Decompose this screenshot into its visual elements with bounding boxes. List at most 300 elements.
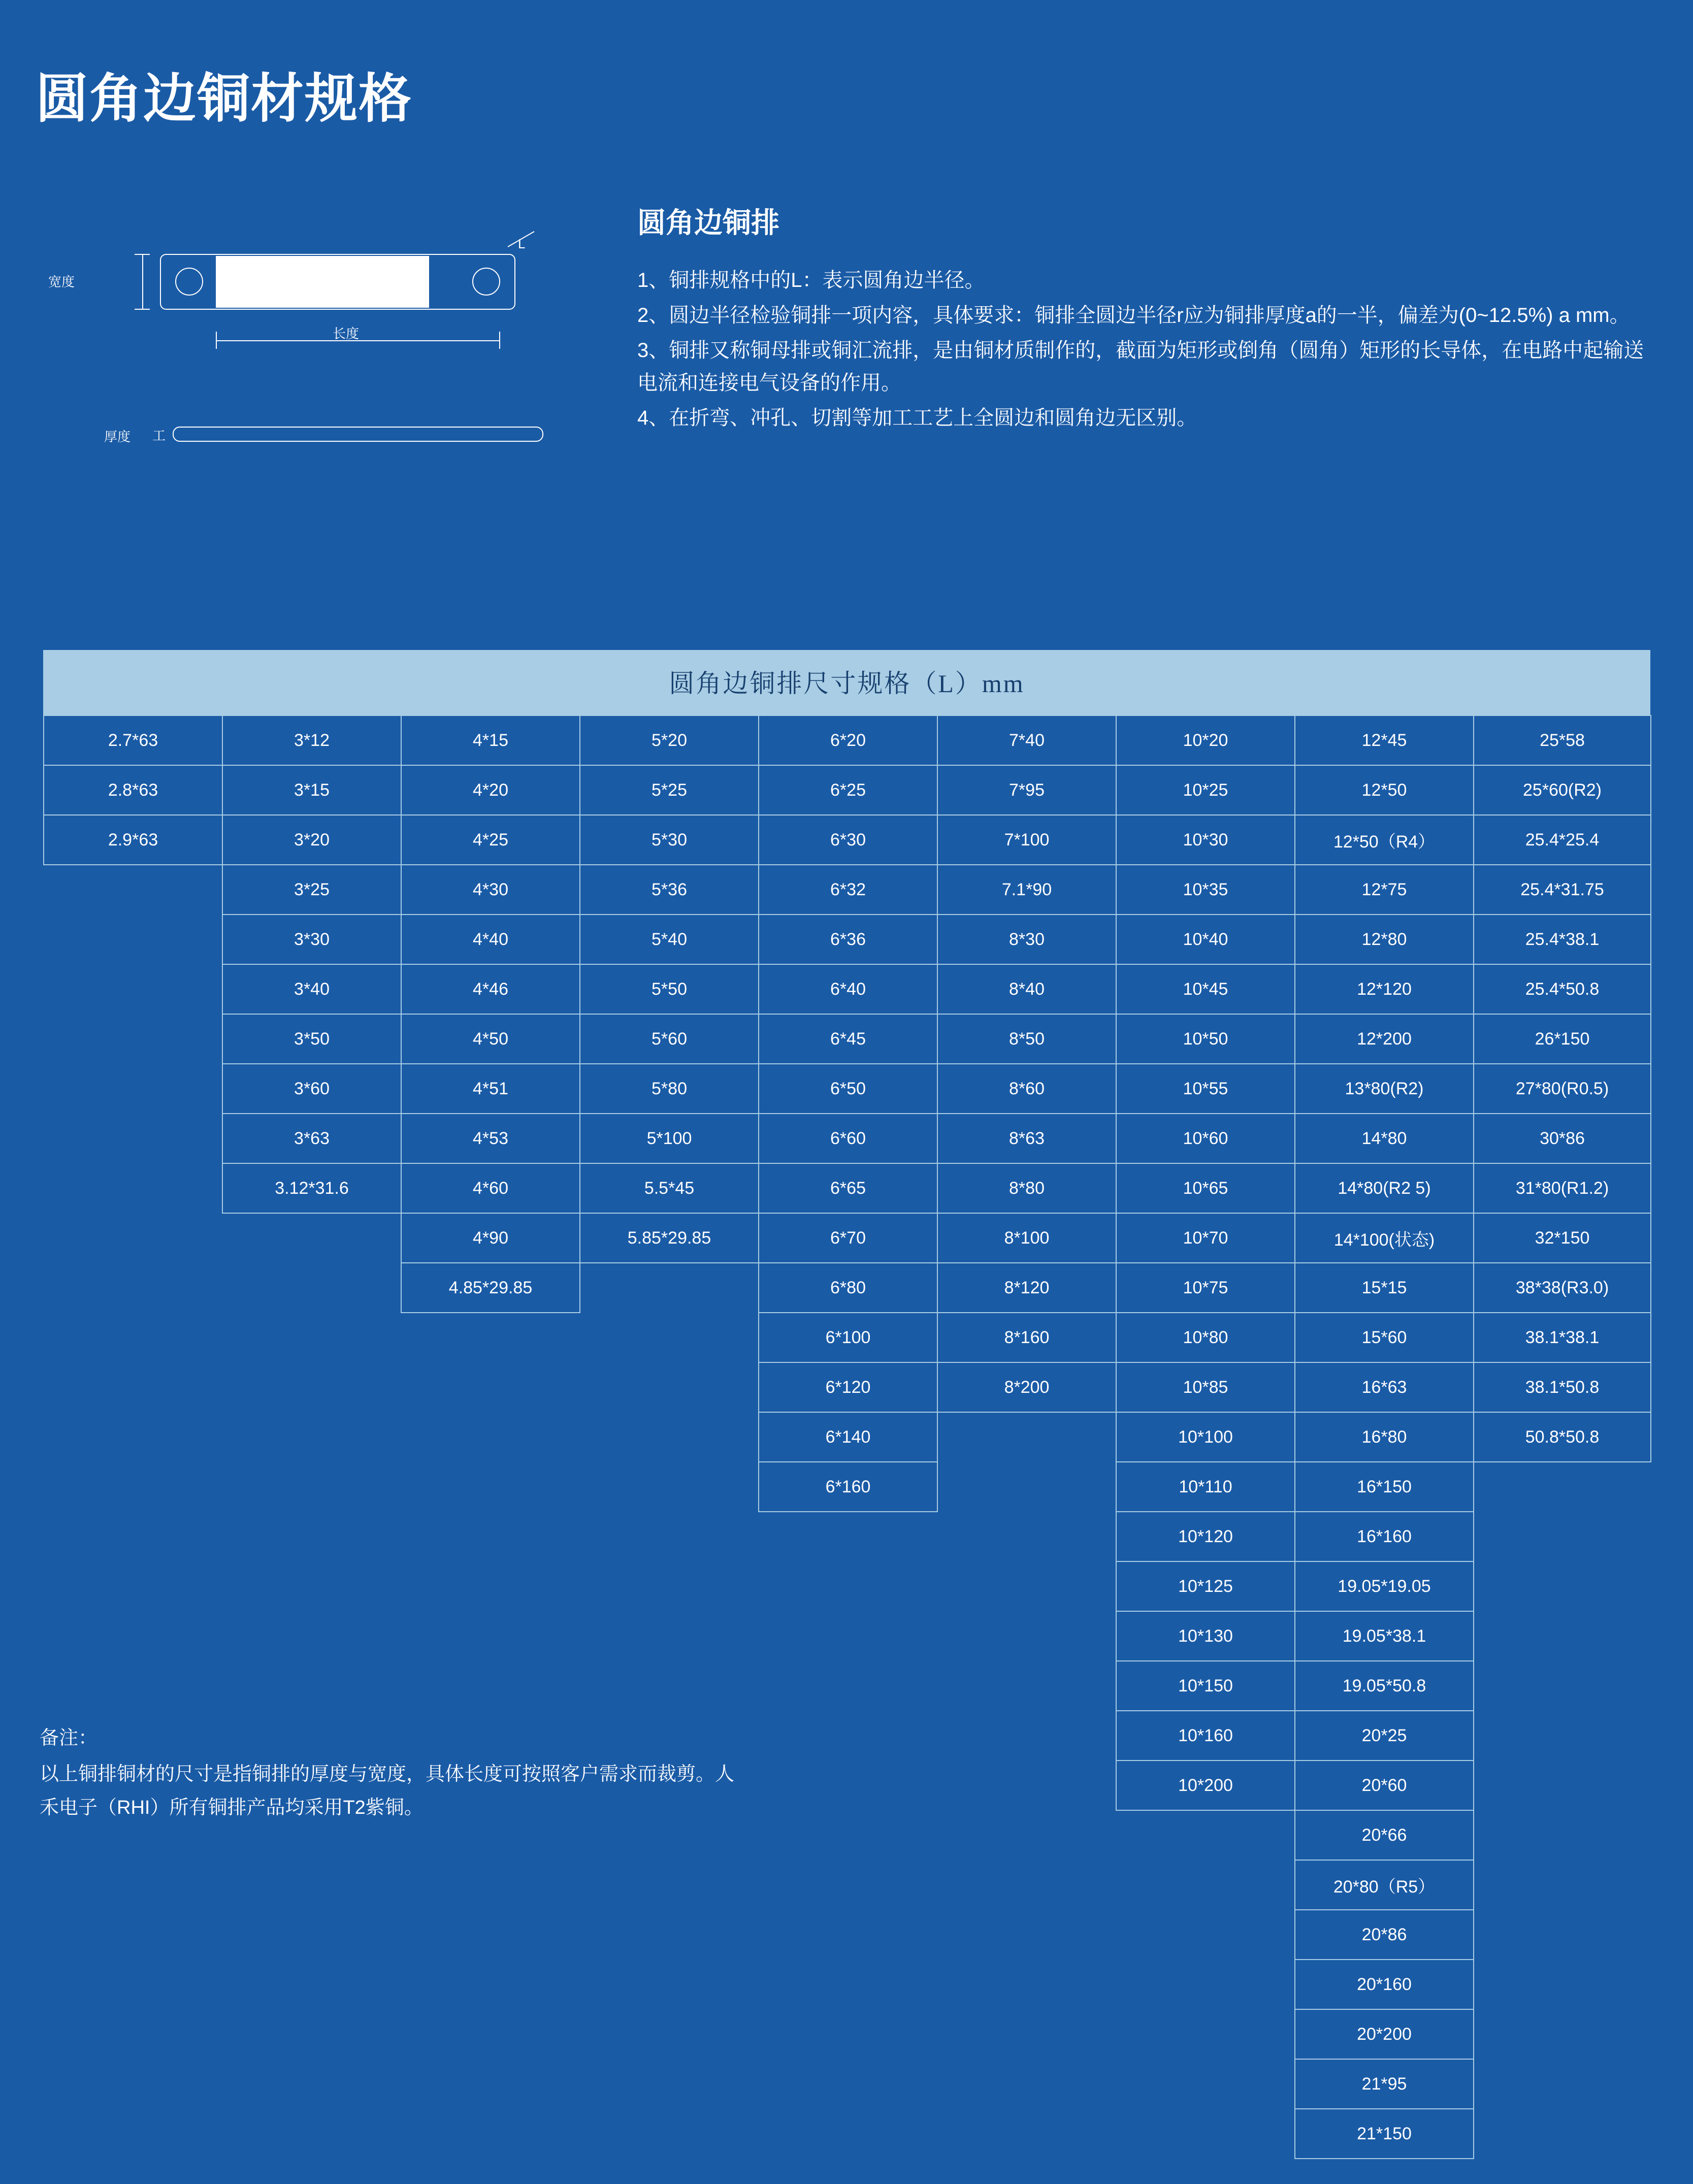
table-cell: 4*20 [401,765,580,815]
table-cell: 20*25 [1295,1711,1474,1761]
table-cell-empty [222,1611,401,1661]
table-cell: 10*130 [1116,1611,1295,1661]
table-row [44,1661,1651,1711]
table-cell-empty [44,1163,222,1213]
table-cell-empty [1474,2059,1651,2109]
diagram-label-width: 宽度 [48,274,75,289]
table-cell-empty [401,1462,580,1512]
table-cell-empty [44,1064,222,1114]
table-cell-empty [44,865,222,915]
table-cell: 16*160 [1295,1512,1474,1561]
table-cell-empty [401,2009,580,2059]
table-cell: 6*40 [759,964,937,1014]
table-cell: 6*25 [759,765,937,815]
diagram-label-thickness: 厚度 [104,429,131,444]
table-cell-empty [759,1761,937,1810]
table-cell-empty [44,2009,222,2059]
table-cell-empty [580,1462,759,1512]
table-cell-empty [44,1661,222,1711]
table-cell: 12*120 [1295,964,1474,1014]
table-cell-empty [759,1960,937,2009]
table-cell-empty [1116,2109,1295,2159]
table-cell: 15*60 [1295,1313,1474,1362]
table-cell: 6*65 [759,1163,937,1213]
table-cell: 12*200 [1295,1014,1474,1064]
table-cell-empty [1474,1561,1651,1611]
table-cell-empty [44,1860,222,1910]
spec-table-caption: 圆角边铜排尺寸规格（L）mm [43,650,1650,715]
table-cell: 10*160 [1116,1711,1295,1761]
table-cell: 6*100 [759,1313,937,1362]
table-cell: 8*100 [937,1213,1116,1263]
table-cell: 6*30 [759,815,937,865]
table-cell-empty [937,1910,1116,1960]
table-cell-empty [1474,1512,1651,1561]
diagram-label-radius: L [518,236,526,251]
table-cell: 20*86 [1295,1910,1474,1960]
table-cell-empty [1474,1661,1651,1711]
section-heading: 圆角边铜排 [637,207,779,239]
table-cell-empty [759,1561,937,1611]
table-cell: 15*15 [1295,1263,1474,1313]
table-cell-empty [44,1561,222,1611]
table-cell: 5*20 [580,715,759,765]
table-cell: 10*35 [1116,865,1295,915]
table-cell: 5.85*29.85 [580,1213,759,1263]
table-cell-empty [580,1313,759,1362]
table-cell: 6*45 [759,1014,937,1064]
table-cell: 8*120 [937,1263,1116,1313]
table-cell: 32*150 [1474,1213,1651,1263]
table-cell: 12*75 [1295,865,1474,915]
table-row [44,1213,1651,1263]
table-row [44,1014,1651,1064]
table-cell-empty [1474,1611,1651,1661]
table-row [44,1512,1651,1561]
page-title: 圆角边铜材规格 [36,70,413,128]
table-cell-empty [222,1661,401,1711]
table-cell: 7.1*90 [937,865,1116,915]
table-cell-empty [222,1910,401,1960]
table-cell-empty [222,1412,401,1462]
table-cell-empty [222,2059,401,2109]
table-cell-empty [222,1860,401,1910]
table-cell-empty [222,2009,401,2059]
table-cell: 12*45 [1295,715,1474,765]
table-cell: 4*60 [401,1163,580,1213]
table-cell: 21*150 [1295,2109,1474,2159]
table-cell-empty [1474,2109,1651,2159]
table-row [44,1064,1651,1114]
table-cell-empty [401,1512,580,1561]
table-cell: 38*38(R3.0) [1474,1263,1651,1313]
table-cell-empty [1116,1960,1295,2009]
table-cell-empty [580,1661,759,1711]
diagram-length-dim-left [216,332,217,349]
table-cell: 10*80 [1116,1313,1295,1362]
table-cell-empty [1474,1711,1651,1761]
table-cell: 20*200 [1295,2009,1474,2059]
table-cell-empty [937,1661,1116,1711]
table-cell: 25.4*31.75 [1474,865,1651,915]
table-cell: 10*110 [1116,1462,1295,1512]
table-cell: 8*50 [937,1014,1116,1064]
table-cell: 4*46 [401,964,580,1014]
table-cell-empty [580,1910,759,1960]
remarks-block [40,1721,751,1825]
table-row [44,865,1651,915]
table-cell-empty [44,1213,222,1263]
table-cell-empty [759,1860,937,1910]
note-item: 4、在折弯、冲孔、切割等加工工艺上全圆边和圆角边无区别。 [637,407,1197,430]
table-cell-empty [401,1860,580,1910]
table-cell: 20*66 [1295,1810,1474,1860]
table-row [44,2059,1651,2109]
table-cell-empty [759,2009,937,2059]
table-cell: 4*53 [401,1114,580,1163]
table-row [44,1860,1651,1910]
table-cell: 25.4*38.1 [1474,915,1651,964]
table-cell-empty [580,1512,759,1561]
table-cell: 20*80（R5） [1295,1860,1474,1910]
table-cell-empty [44,2059,222,2109]
table-cell-empty [937,1412,1116,1462]
product-diagram [48,231,556,475]
table-cell: 25*58 [1474,715,1651,765]
table-cell-empty [44,1910,222,1960]
table-cell: 16*63 [1295,1362,1474,1412]
diagram-width-dim-bottom [135,309,150,310]
table-cell: 4*90 [401,1213,580,1263]
table-cell-empty [222,1561,401,1611]
table-cell: 4.85*29.85 [401,1263,580,1313]
remarks-title: 备注： [40,1727,98,1749]
table-row [44,1412,1651,1462]
table-cell-empty [222,1960,401,2009]
table-row [44,1561,1651,1611]
table-cell-empty [1474,2009,1651,2059]
table-cell: 14*80(R2 5) [1295,1163,1474,1213]
table-cell-empty [759,1711,937,1761]
table-cell: 19.05*38.1 [1295,1611,1474,1661]
table-cell: 13*80(R2) [1295,1064,1474,1114]
table-cell: 4*15 [401,715,580,765]
table-cell-empty [580,1561,759,1611]
table-cell: 3.12*31.6 [222,1163,401,1213]
table-cell: 10*200 [1116,1761,1295,1810]
table-cell: 38.1*38.1 [1474,1313,1651,1362]
table-row [44,2109,1651,2159]
spec-table-container [43,650,1650,2159]
table-cell-empty [401,1661,580,1711]
table-cell-empty [580,1860,759,1910]
table-cell-empty [1116,1810,1295,1860]
table-cell: 19.05*19.05 [1295,1561,1474,1611]
table-cell: 8*80 [937,1163,1116,1213]
table-cell-empty [937,1611,1116,1661]
table-row [44,1910,1651,1960]
table-row [44,815,1651,865]
table-row [44,915,1651,964]
table-cell: 5*30 [580,815,759,865]
table-cell: 26*150 [1474,1014,1651,1064]
table-cell: 20*160 [1295,1960,1474,2009]
table-cell: 5*25 [580,765,759,815]
table-cell: 6*80 [759,1263,937,1313]
table-cell-empty [401,1910,580,1960]
table-cell-empty [1116,2009,1295,2059]
table-cell-empty [222,1263,401,1313]
table-cell-empty [937,1711,1116,1761]
table-cell-empty [580,2059,759,2109]
table-cell-empty [937,1960,1116,2009]
table-cell: 12*50 [1295,765,1474,815]
table-cell: 6*60 [759,1114,937,1163]
table-cell-empty [1474,1910,1651,1960]
table-cell: 7*40 [937,715,1116,765]
table-cell-empty [580,1263,759,1313]
table-row [44,1960,1651,2009]
table-cell-empty [580,1611,759,1661]
table-cell: 8*40 [937,964,1116,1014]
table-cell: 3*15 [222,765,401,815]
table-cell-empty [580,1412,759,1462]
table-cell-empty [44,1960,222,2009]
table-cell: 19.05*50.8 [1295,1661,1474,1711]
table-cell: 20*60 [1295,1761,1474,1810]
table-cell: 3*25 [222,865,401,915]
table-cell-empty [759,2109,937,2159]
table-cell-empty [44,1512,222,1561]
table-cell: 3*50 [222,1014,401,1064]
table-cell: 25*60(R2) [1474,765,1651,815]
table-cell-empty [1116,1860,1295,1910]
table-cell: 10*40 [1116,915,1295,964]
table-cell: 6*120 [759,1362,937,1412]
note-item: 3、铜排又称铜母排或铜汇流排，是由铜材质制作的，截面为矩形或倒角（圆角）矩形的长导体，在电路中起输送电流和连接电气设备的作用。 [637,339,1644,395]
table-cell: 3*40 [222,964,401,1014]
table-cell-empty [401,1611,580,1661]
table-row [44,1263,1651,1313]
remarks-body: 以上铜排铜材的尺寸是指铜排的厚度与宽度，具体长度可按照客户需求而裁剪。人禾电子（RHI）所有铜排产品均采用T2紫铜。 [40,1763,735,1818]
table-cell-empty [580,1362,759,1412]
table-cell: 10*70 [1116,1213,1295,1263]
table-cell-empty [937,2009,1116,2059]
table-cell: 3*63 [222,1114,401,1163]
table-cell-empty [759,1611,937,1661]
table-cell: 25.4*25.4 [1474,815,1651,865]
table-cell: 8*30 [937,915,1116,964]
table-cell: 50.8*50.8 [1474,1412,1651,1462]
table-cell-empty [759,2059,937,2109]
diagram-bar-thickness [173,427,543,442]
table-cell-empty [401,2109,580,2159]
diagram-width-dim [142,254,143,310]
table-cell: 6*20 [759,715,937,765]
table-cell-empty [44,2109,222,2159]
table-cell: 10*30 [1116,815,1295,865]
table-cell-empty [580,1960,759,2009]
table-row [44,1114,1651,1163]
table-cell-empty [44,1611,222,1661]
table-cell: 5.5*45 [580,1163,759,1213]
table-cell-empty [222,1462,401,1512]
table-cell: 3*12 [222,715,401,765]
table-cell: 14*100(状态) [1295,1213,1474,1263]
table-cell: 10*55 [1116,1064,1295,1114]
table-cell: 12*50（R4） [1295,815,1474,865]
table-cell-empty [1474,1761,1651,1810]
diagram-bar-fill [216,256,429,308]
table-cell: 10*100 [1116,1412,1295,1462]
table-cell: 10*150 [1116,1661,1295,1711]
diagram-length-dim-right [499,332,500,349]
table-cell: 6*70 [759,1213,937,1263]
table-cell-empty [44,1462,222,1512]
table-cell: 14*80 [1295,1114,1474,1163]
table-cell-empty [401,1412,580,1462]
table-cell-empty [580,2109,759,2159]
table-cell: 8*160 [937,1313,1116,1362]
table-cell-empty [222,2109,401,2159]
table-cell-empty [401,1960,580,2009]
table-cell: 4*51 [401,1064,580,1114]
table-cell: 30*86 [1474,1114,1651,1163]
diagram-hole-right [472,268,500,296]
diagram-hole-left [175,268,203,296]
table-cell: 10*120 [1116,1512,1295,1561]
table-cell-empty [1116,2059,1295,2109]
table-cell: 38.1*50.8 [1474,1362,1651,1412]
table-cell: 4*30 [401,865,580,915]
table-cell-empty [44,915,222,964]
table-cell: 2.9*63 [44,815,222,865]
table-cell-empty [401,2059,580,2109]
table-cell: 3*20 [222,815,401,865]
table-cell-empty [937,2109,1116,2159]
diagram-label-length: 长度 [333,326,360,341]
table-cell-empty [1474,1810,1651,1860]
table-cell: 8*200 [937,1362,1116,1412]
table-cell: 5*36 [580,865,759,915]
table-cell: 8*60 [937,1064,1116,1114]
spec-table [43,715,1651,2159]
table-cell: 7*100 [937,815,1116,865]
table-cell-empty [401,1313,580,1362]
table-cell: 10*60 [1116,1114,1295,1163]
table-cell: 16*80 [1295,1412,1474,1462]
table-cell-empty [759,1810,937,1860]
table-row [44,1611,1651,1661]
table-cell: 10*50 [1116,1014,1295,1064]
note-item: 1、铜排规格中的L：表示圆角边半径。 [637,269,985,291]
table-cell: 6*50 [759,1064,937,1114]
table-cell: 10*125 [1116,1561,1295,1611]
table-cell-empty [44,1313,222,1362]
table-cell-empty [44,1014,222,1064]
table-cell: 21*95 [1295,2059,1474,2109]
table-cell-empty [580,2009,759,2059]
table-cell: 4*50 [401,1014,580,1064]
table-cell-empty [937,1810,1116,1860]
diagram-label-thickness-mark: 工 [152,428,166,443]
table-cell-empty [1474,1462,1651,1512]
table-cell-empty [759,1910,937,1960]
table-cell: 27*80(R0.5) [1474,1064,1651,1114]
table-cell-empty [1116,1910,1295,1960]
table-cell: 4*40 [401,915,580,964]
table-row [44,715,1651,765]
table-cell-empty [937,1860,1116,1910]
table-cell-empty [44,1412,222,1462]
table-row [44,1462,1651,1512]
table-cell-empty [937,1462,1116,1512]
table-cell: 5*40 [580,915,759,964]
table-cell: 2.8*63 [44,765,222,815]
section-notes [637,264,1648,437]
table-cell: 10*45 [1116,964,1295,1014]
table-row [44,2009,1651,2059]
table-cell: 16*150 [1295,1462,1474,1512]
table-cell-empty [44,1263,222,1313]
table-cell-empty [222,1512,401,1561]
table-cell: 5*80 [580,1064,759,1114]
table-cell-empty [222,1313,401,1362]
table-cell-empty [401,1362,580,1412]
table-row [44,1362,1651,1412]
table-row [44,1163,1651,1213]
table-cell: 6*140 [759,1412,937,1462]
table-cell: 31*80(R1.2) [1474,1163,1651,1213]
diagram-width-dim-top [135,254,150,255]
table-cell-empty [1474,1960,1651,2009]
table-cell-empty [937,2059,1116,2109]
table-row [44,765,1651,815]
table-cell-empty [44,1114,222,1163]
table-cell: 10*75 [1116,1263,1295,1313]
table-cell: 5*60 [580,1014,759,1064]
table-cell: 6*32 [759,865,937,915]
table-cell-empty [759,1512,937,1561]
table-cell: 4*25 [401,815,580,865]
table-cell: 6*160 [759,1462,937,1512]
table-cell-empty [759,1661,937,1711]
table-row [44,1313,1651,1362]
table-cell: 3*30 [222,915,401,964]
table-cell: 12*80 [1295,915,1474,964]
table-cell: 2.7*63 [44,715,222,765]
table-cell: 8*63 [937,1114,1116,1163]
table-cell: 7*95 [937,765,1116,815]
table-cell: 5*50 [580,964,759,1014]
table-cell: 3*60 [222,1064,401,1114]
table-cell-empty [44,964,222,1014]
table-cell-empty [1474,1860,1651,1910]
table-cell-empty [44,1362,222,1412]
table-cell-empty [401,1561,580,1611]
table-cell-empty [937,1512,1116,1561]
table-cell-empty [222,1362,401,1412]
table-cell: 10*20 [1116,715,1295,765]
table-cell: 10*65 [1116,1163,1295,1213]
table-cell: 5*100 [580,1114,759,1163]
table-cell: 25.4*50.8 [1474,964,1651,1014]
table-row [44,964,1651,1014]
table-cell-empty [937,1761,1116,1810]
table-cell-empty [222,1213,401,1263]
table-cell-empty [937,1561,1116,1611]
table-cell: 10*85 [1116,1362,1295,1412]
